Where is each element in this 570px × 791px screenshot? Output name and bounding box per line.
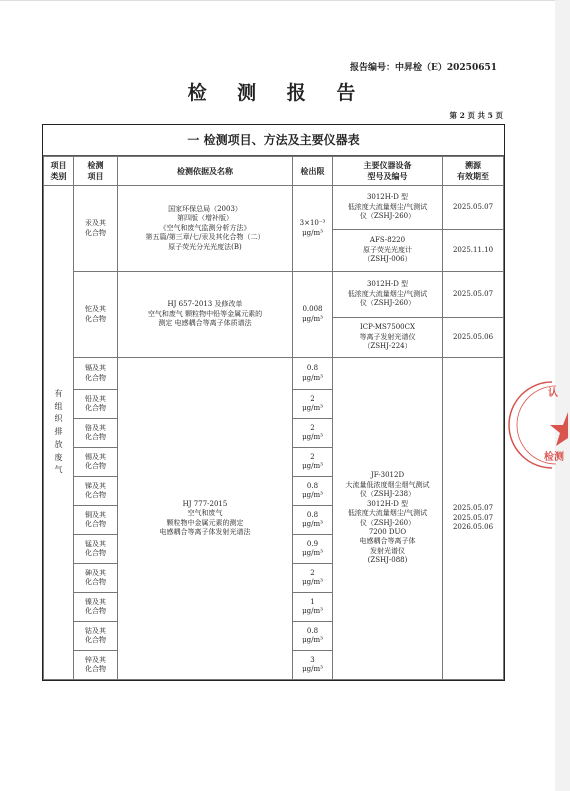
limit-cell: 2 μg/m³ bbox=[293, 564, 333, 593]
header-instrument: 主要仪器设备 型号及编号 bbox=[333, 157, 443, 186]
limit-cell: 0.8 μg/m³ bbox=[293, 477, 333, 506]
instrument-cell: 3012H-D 型 低浓度大流量烟尘/气测试 仪（ZSHJ-260） bbox=[333, 186, 443, 230]
report-title: 检 测 报 告 bbox=[187, 82, 368, 104]
methods-table-frame bbox=[42, 124, 505, 681]
section-title: 一 检测项目、方法及主要仪器表 bbox=[43, 125, 504, 156]
header-category: 项目 类别 bbox=[44, 157, 74, 186]
date-cell: 2025.05.06 bbox=[443, 318, 504, 358]
instrument-cell: 3012H-D 型 低浓度大流量烟尘/气测试 仪（ZSHJ-260） bbox=[333, 272, 443, 318]
limit-cell: 2 μg/m³ bbox=[293, 390, 333, 419]
date-cell: 2025.05.07 bbox=[443, 186, 504, 230]
limit-cell: 2 μg/m³ bbox=[293, 419, 333, 448]
item-cell: 汞及其 化合物 bbox=[74, 186, 118, 272]
instrument-cell: JF-3012D 大流量低浓度烟尘烟气测试 仪（ZSHJ-238） 3012H-D 型 低浓度大流量烟尘/气测试 仪（ZSHJ-260） 7200 DUO 电感耦合等离子体 发射光谱仪 (ZSHJ-088) bbox=[333, 358, 443, 680]
item-cell: 锡及其 化合物 bbox=[74, 448, 118, 477]
official-seal bbox=[530, 380, 570, 470]
header-method: 检测依据及名称 bbox=[118, 157, 293, 186]
limit-cell: 0.9 μg/m³ bbox=[293, 535, 333, 564]
instrument-cell: AFS-8220 原子荧光光度计 （ZSHJ-006） bbox=[333, 230, 443, 272]
page-number: 第 2 页 共 5 页 bbox=[449, 111, 503, 120]
item-cell: 铅及其 化合物 bbox=[74, 390, 118, 419]
limit-cell: 2 μg/m³ bbox=[293, 448, 333, 477]
item-cell: 镍及其 化合物 bbox=[74, 593, 118, 622]
report-number: 报告编号：中昇检（E）20250651 bbox=[350, 63, 497, 73]
date-cell: 2025.11.10 bbox=[443, 230, 504, 272]
date-cell: 2025.05.07 bbox=[443, 272, 504, 318]
item-cell: 锰及其 化合物 bbox=[74, 535, 118, 564]
table-row bbox=[44, 186, 504, 230]
limit-cell: 0.8 μg/m³ bbox=[293, 506, 333, 535]
table-row bbox=[44, 358, 504, 390]
limit-cell: 0.8 μg/m³ bbox=[293, 622, 333, 651]
limit-cell: 0.008 μg/m³ bbox=[293, 272, 333, 358]
item-cell: 钴及其 化合物 bbox=[74, 622, 118, 651]
item-cell: 镉及其 化合物 bbox=[74, 358, 118, 390]
item-cell: 砷及其 化合物 bbox=[74, 564, 118, 593]
method-cell: HJ 777-2015 空气和废气 颗粒物中金属元素的测定 电感耦合等离子体发射光谱法 bbox=[118, 358, 293, 680]
date-cell: 2025.05.07 2025.05.07 2026.05.06 bbox=[443, 358, 504, 680]
header-limit: 检出限 bbox=[293, 157, 333, 186]
item-cell: 铊及其 化合物 bbox=[74, 272, 118, 358]
category-cell: 有 组 织 排 放 废 气 bbox=[44, 186, 74, 680]
header-item: 检测 项目 bbox=[74, 157, 118, 186]
item-cell: 锌及其 化合物 bbox=[74, 651, 118, 680]
seal-text-top: 认 bbox=[548, 388, 558, 399]
limit-cell: 3 μg/m³ bbox=[293, 651, 333, 680]
page-top-edge bbox=[0, 0, 555, 1]
limit-cell: 1 μg/m³ bbox=[293, 593, 333, 622]
table-header-row bbox=[44, 157, 504, 186]
table-row bbox=[44, 272, 504, 318]
methods-table bbox=[43, 156, 504, 680]
header-traceability: 溯源 有效期至 bbox=[443, 157, 504, 186]
limit-cell: 3×10⁻³ μg/m³ bbox=[293, 186, 333, 272]
method-cell: HJ 657-2013 及修改单 空气和废气 颗粒物中铅等金属元素的 测定 电感耦合等离子体质谱法 bbox=[118, 272, 293, 358]
instrument-cell: ICP-MS7500CX 等离子发射光谱仪 （ZSHJ-224） bbox=[333, 318, 443, 358]
item-cell: 锑及其 化合物 bbox=[74, 477, 118, 506]
method-cell: 国家环保总局（2003） 第四版（增补版） 《空气和废气监测分析方法》 第五篇/第三章/七/汞及其化合物（二） 原子荧光分光光度法(B) bbox=[118, 186, 293, 272]
item-cell: 铜及其 化合物 bbox=[74, 506, 118, 535]
limit-cell: 0.8 μg/m³ bbox=[293, 358, 333, 390]
item-cell: 铬及其 化合物 bbox=[74, 419, 118, 448]
seal-text-bottom: 检测 bbox=[544, 452, 564, 463]
